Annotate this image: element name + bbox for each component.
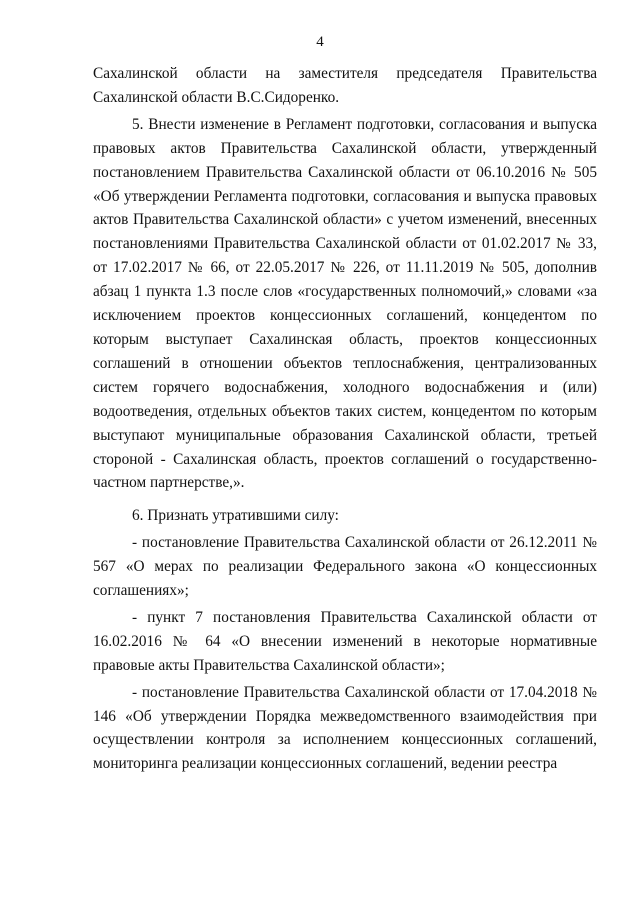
paragraph-item-5: 5. Внести изменение в Регламент подготовки, согласования и выпуска правовых актов Правительства Сахалинской области, утвержденный постановлением Правительства Сахалинской области от 06.10.2016 № 505 «Об утверждении Регламента подготовки, согласования и выпуска правовых актов Правительства Сахалинской области» с учетом изменений, внесенных постановлениями Правительства Сахалинской области от 01.02.2017 № 33, от 17.02.2017 № 66, от 22.05.2017 № 226, от 11.11.2019 № 505, дополнив абзац 1 пункта 1.3 после слов «государственных полномочий,» словами «за исключением проектов концессионных соглашений, концедентом по которым выступает Сахалинская область, проектов концессионных соглашений в отношении объектов теплоснабжения, централизованных систем горячего водоснабжения, холодного водоснабжения и (или) водоотведения, отдельных объектов таких систем, концедентом по которым выступают муниципальные образования Сахалинской области, третьей стороной - Сахалинская область, проектов соглашений о государственно-частном партнерстве,».	[93, 115, 597, 492]
paragraph-continuation: Сахалинской области на заместителя председателя Правительства Сахалинской области В.С.Сидоренко.	[93, 65, 597, 106]
paragraph-item-6: 6. Признать утратившими силу:	[132, 507, 339, 525]
document-body	[93, 62, 597, 776]
paragraph-item-6-sub-3: - постановление Правительства Сахалинской области от 17.04.2018 № 146 «Об утверждении Порядка межведомственного взаимодействия при осуществлении контроля за исполнением концессионных соглашений, мониторинга реализации концессионных соглашений, ведении реестра	[93, 683, 597, 773]
paragraph-item-6-sub-2: - пункт 7 постановления Правительства Сахалинской области от 16.02.2016 № 64 «О внесении изменений в некоторые нормативные правовые акты Правительства Сахалинской области»;	[93, 608, 597, 674]
page-number: 4	[316, 34, 324, 50]
paragraph-item-6-sub-1: - постановление Правительства Сахалинской области от 26.12.2011 № 567 «О мерах по реализации Федерального закона «О концессионных соглашениях»;	[93, 534, 597, 600]
